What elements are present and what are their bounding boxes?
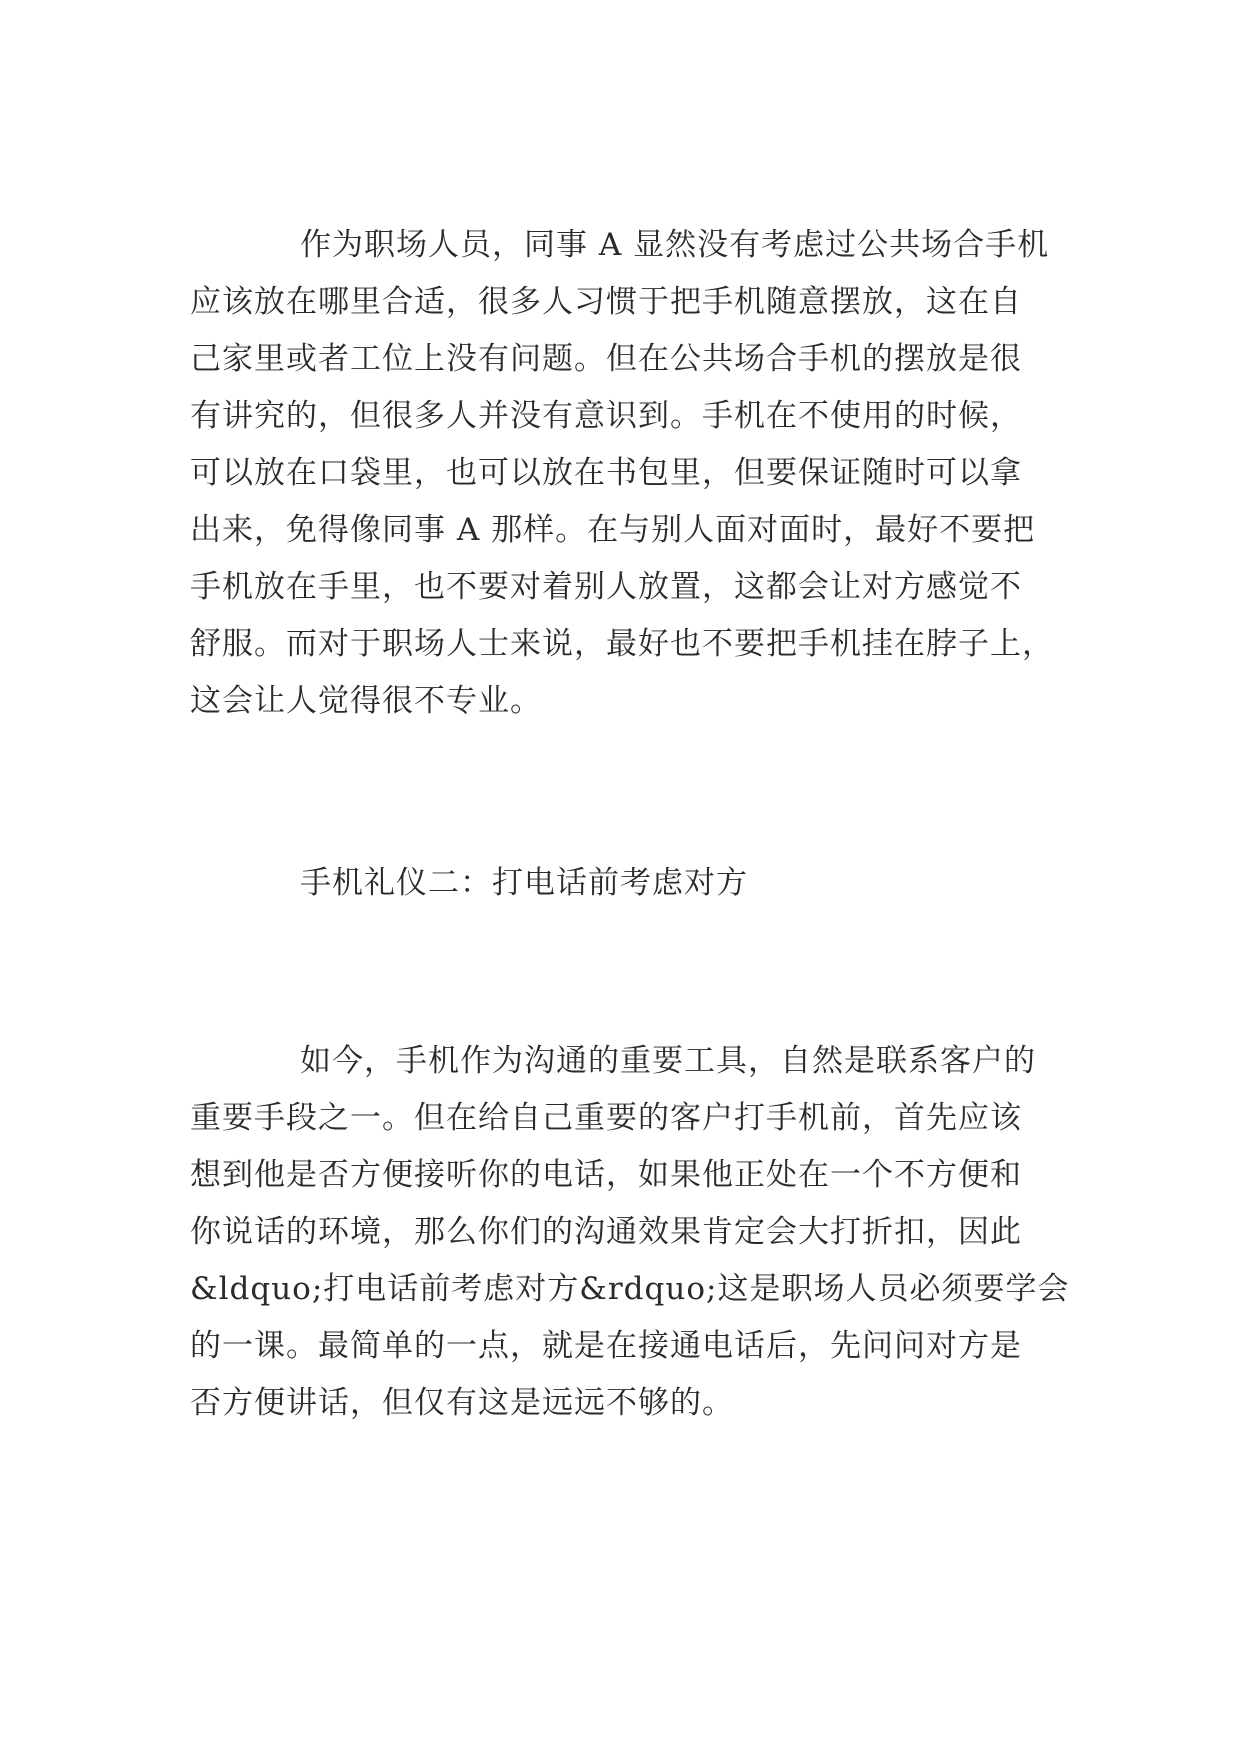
text-line: 己家里或者工位上没有问题。但在公共场合手机的摆放是很 bbox=[190, 341, 1022, 377]
text-line: 你说话的环境，那么你们的沟通效果肯定会大打折扣，因此 bbox=[190, 1214, 1022, 1250]
text-line: 有讲究的，但很多人并没有意识到。手机在不使用的时候， bbox=[190, 398, 1022, 434]
section-heading bbox=[190, 855, 1050, 912]
paragraph-call-consideration bbox=[190, 1033, 1070, 1432]
heading-text: 手机礼仪二：打电话前考虑对方 bbox=[300, 865, 748, 901]
text-line: &ldquo;打电话前考虑对方&rdquo;这是职场人员必须要学会 bbox=[190, 1271, 1070, 1307]
text-line: 可以放在口袋里，也可以放在书包里，但要保证随时可以拿 bbox=[190, 455, 1022, 491]
text-line: 的一课。最简单的一点，就是在接通电话后，先问问对方是 bbox=[190, 1328, 1022, 1364]
text-line: 想到他是否方便接听你的电话，如果他正处在一个不方便和 bbox=[190, 1157, 1022, 1193]
text-line: 如今，手机作为沟通的重要工具，自然是联系客户的 bbox=[300, 1043, 1036, 1079]
text-line: 舒服。而对于职场人士来说，最好也不要把手机挂在脖子上， bbox=[190, 626, 1054, 662]
text-line: 出来，免得像同事 A 那样。在与别人面对面时，最好不要把 bbox=[190, 512, 1036, 548]
text-line: 重要手段之一。但在给自己重要的客户打手机前，首先应该 bbox=[190, 1100, 1022, 1136]
text-line: 手机放在手里，也不要对着别人放置，这都会让对方感觉不 bbox=[190, 569, 1022, 605]
text-line: 这会让人觉得很不专业。 bbox=[190, 683, 542, 719]
text-line: 否方便讲话，但仅有这是远远不够的。 bbox=[190, 1385, 734, 1421]
text-line: 作为职场人员，同事 A 显然没有考虑过公共场合手机 bbox=[300, 227, 1050, 263]
paragraph-phone-placement bbox=[190, 217, 1054, 730]
text-line: 应该放在哪里合适，很多人习惯于把手机随意摆放，这在自 bbox=[190, 284, 1022, 320]
